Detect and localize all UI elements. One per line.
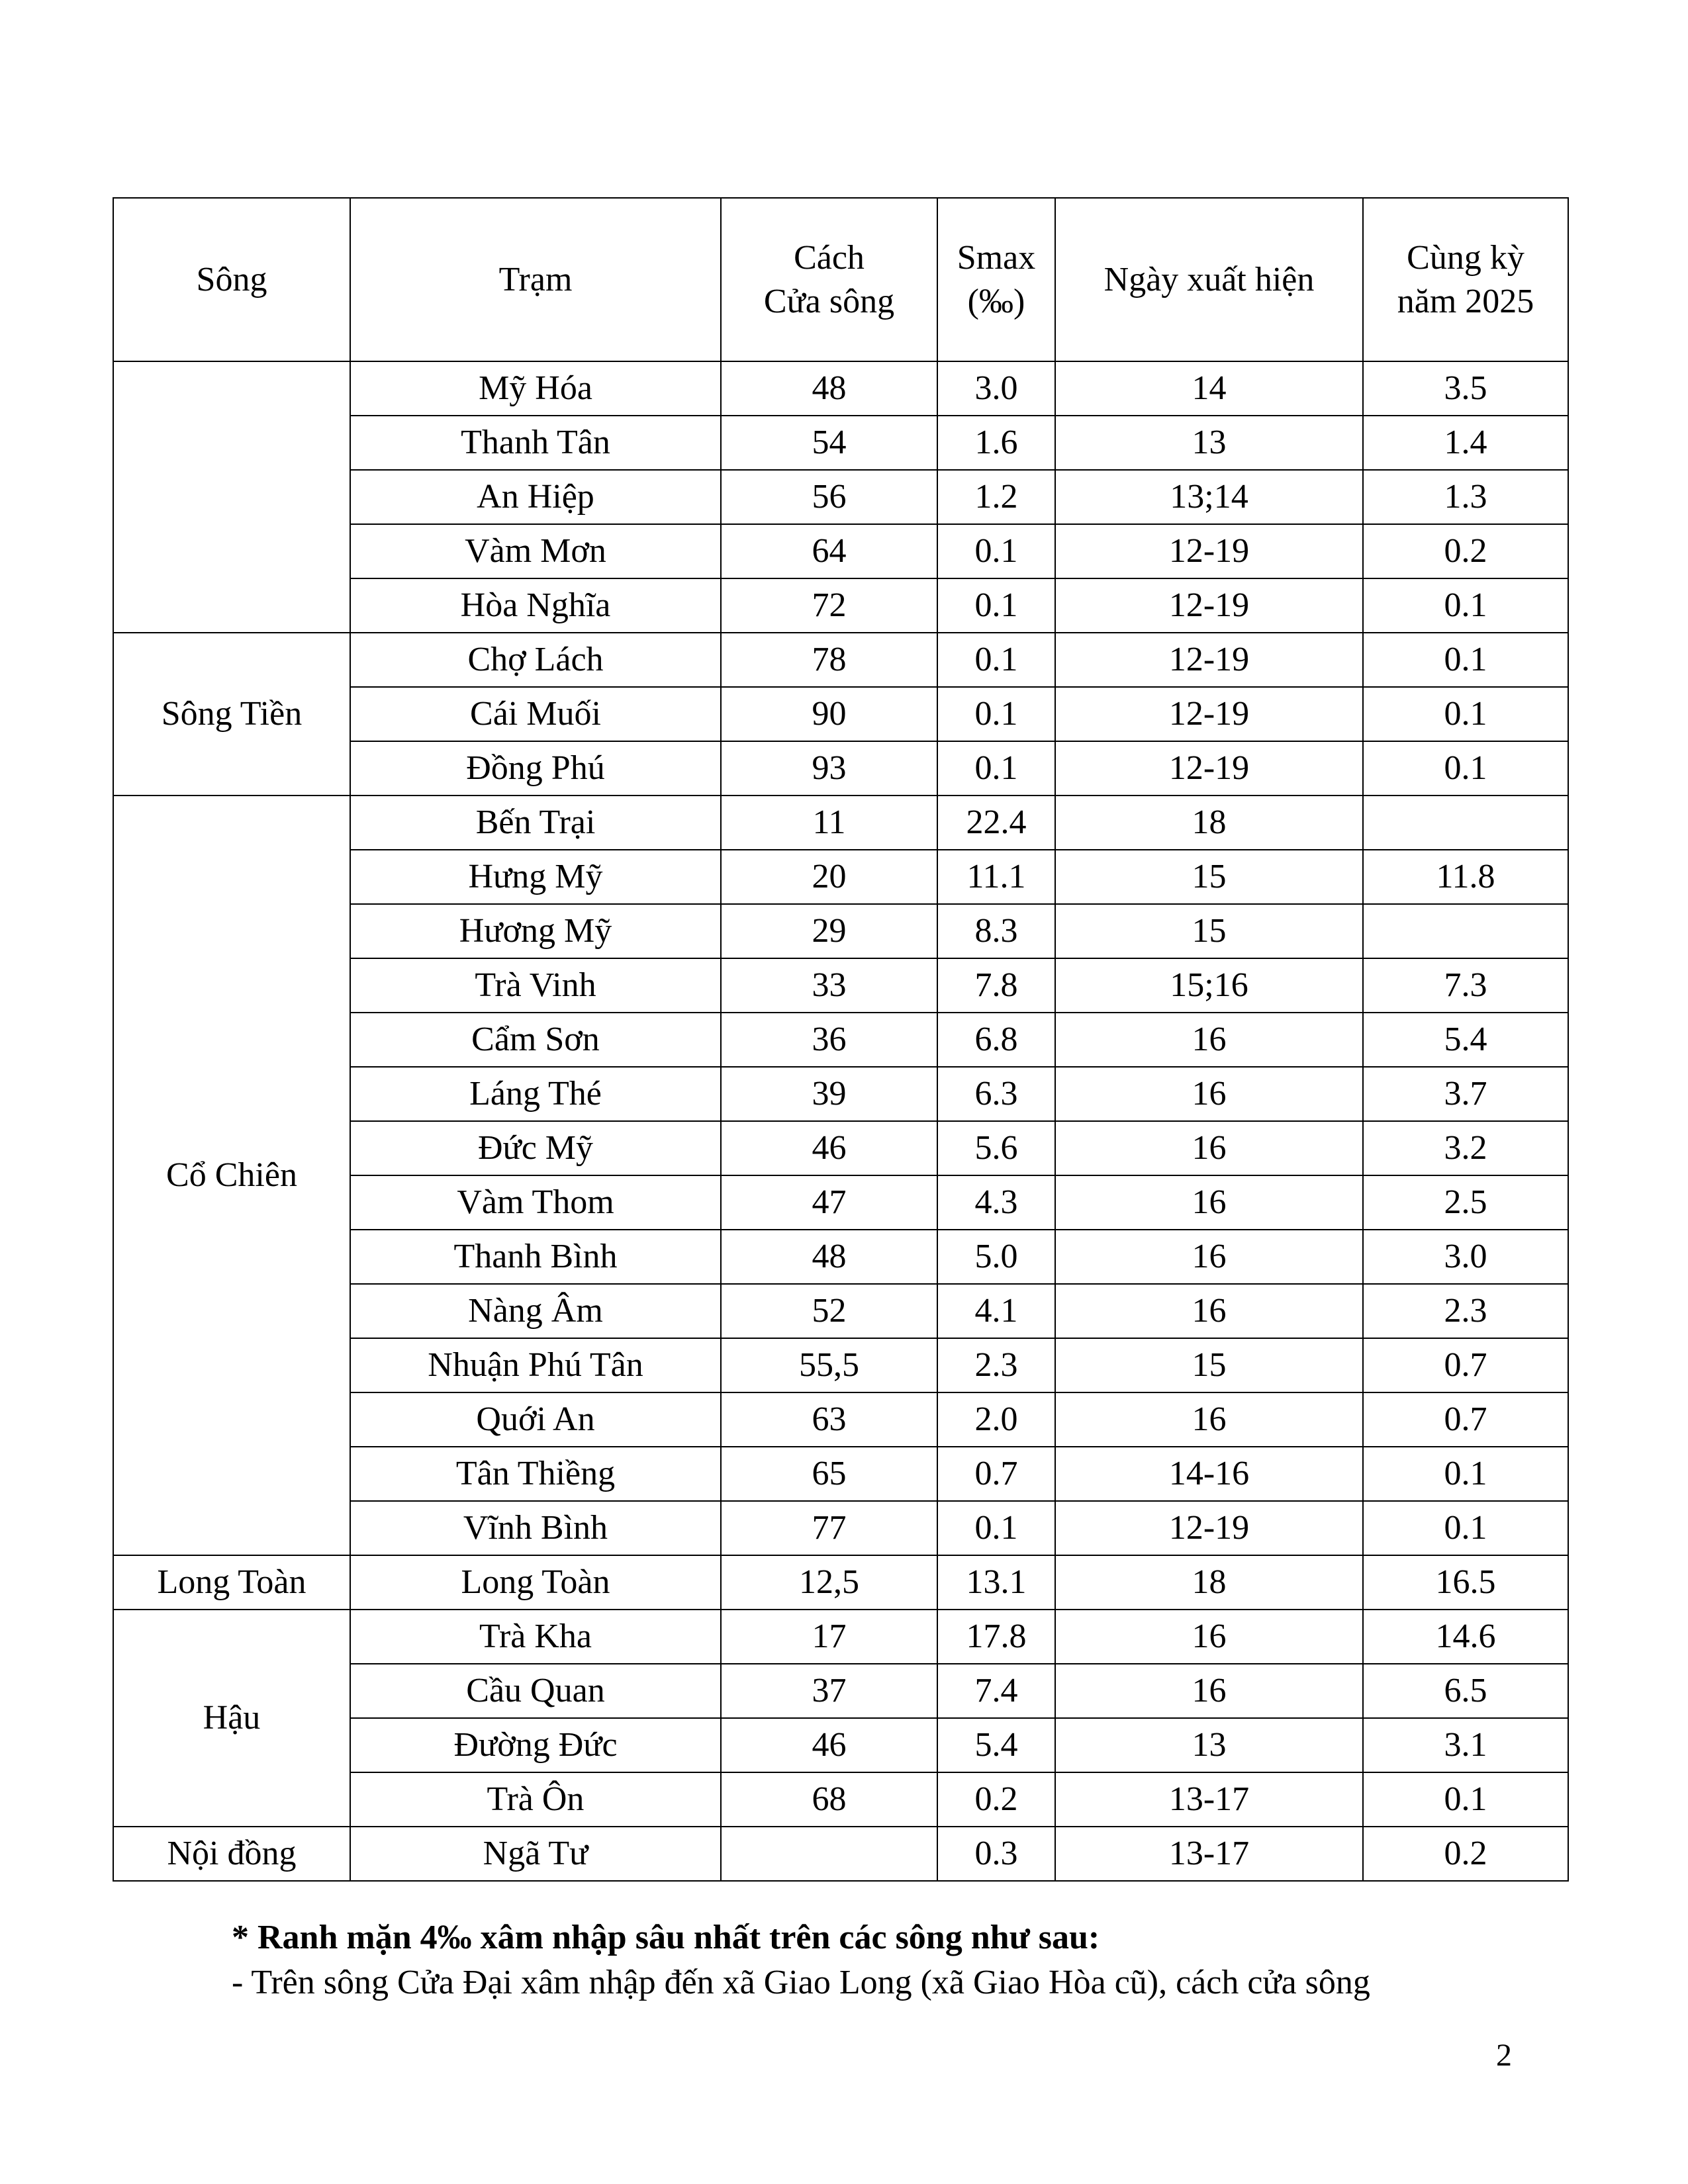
same-period-2025-cell: 0.2 [1363,524,1568,578]
station-cell: Ngã Tư [350,1827,721,1881]
station-cell: Nhuận Phú Tân [350,1338,721,1392]
same-period-2025-cell: 0.1 [1363,1772,1568,1827]
date-cell: 16 [1055,1121,1363,1175]
smax-cell: 6.3 [937,1067,1055,1121]
date-cell: 18 [1055,796,1363,850]
distance-cell: 11 [721,796,937,850]
header-distance: Cách Cửa sông [721,198,937,361]
station-cell: Cẩm Sơn [350,1013,721,1067]
notes-heading: * Ranh mặn 4‰ xâm nhập sâu nhất trên các sông như sau: [232,1919,1100,1956]
smax-cell: 4.3 [937,1175,1055,1230]
smax-cell: 1.6 [937,416,1055,470]
river-cell: Long Toàn [113,1555,350,1610]
station-cell: Long Toàn [350,1555,721,1610]
salinity-table [113,197,1569,1882]
date-cell: 12-19 [1055,578,1363,633]
date-cell: 16 [1055,1067,1363,1121]
distance-cell [721,1827,937,1881]
same-period-2025-cell: 3.1 [1363,1718,1568,1772]
date-cell: 16 [1055,1664,1363,1718]
station-cell: Chợ Lách [350,633,721,687]
date-cell: 15 [1055,904,1363,958]
header-river: Sông [113,198,350,361]
river-cell: Nội đồng [113,1827,350,1881]
date-cell: 12-19 [1055,687,1363,741]
date-cell: 13-17 [1055,1827,1363,1881]
header-smax: Smax (‰) [937,198,1055,361]
date-cell: 15;16 [1055,958,1363,1013]
same-period-2025-cell: 0.1 [1363,687,1568,741]
station-cell: Nàng Âm [350,1284,721,1338]
same-period-2025-cell: 0.1 [1363,1501,1568,1555]
same-period-2025-cell: 11.8 [1363,850,1568,904]
distance-cell: 90 [721,687,937,741]
smax-cell: 1.2 [937,470,1055,524]
station-cell: Cầu Quan [350,1664,721,1718]
station-cell: Mỹ Hóa [350,361,721,416]
same-period-2025-cell [1363,796,1568,850]
distance-cell: 36 [721,1013,937,1067]
smax-cell: 13.1 [937,1555,1055,1610]
smax-cell: 7.4 [937,1664,1055,1718]
distance-cell: 39 [721,1067,937,1121]
same-period-2025-cell [1363,904,1568,958]
smax-cell: 0.1 [937,633,1055,687]
station-cell: Đức Mỹ [350,1121,721,1175]
same-period-2025-cell: 16.5 [1363,1555,1568,1610]
header-same-period-2025: Cùng kỳ năm 2025 [1363,198,1568,361]
distance-cell: 48 [721,361,937,416]
same-period-2025-cell: 3.0 [1363,1230,1568,1284]
station-cell: An Hiệp [350,470,721,524]
same-period-2025-cell: 0.1 [1363,741,1568,796]
table-row [113,633,1568,687]
smax-cell: 8.3 [937,904,1055,958]
distance-cell: 52 [721,1284,937,1338]
same-period-2025-cell: 5.4 [1363,1013,1568,1067]
notes-line: - Trên sông Cửa Đại xâm nhập đến xã Giao Long (xã Giao Hòa cũ), cách cửa sông [232,1964,1370,2001]
smax-cell: 3.0 [937,361,1055,416]
station-cell: Tân Thiềng [350,1447,721,1501]
date-cell: 16 [1055,1230,1363,1284]
same-period-2025-cell: 0.2 [1363,1827,1568,1881]
smax-cell: 0.1 [937,687,1055,741]
distance-cell: 20 [721,850,937,904]
date-cell: 14-16 [1055,1447,1363,1501]
distance-cell: 65 [721,1447,937,1501]
date-cell: 16 [1055,1175,1363,1230]
distance-cell: 48 [721,1230,937,1284]
smax-cell: 0.7 [937,1447,1055,1501]
station-cell: Hưng Mỹ [350,850,721,904]
smax-cell: 11.1 [937,850,1055,904]
smax-cell: 2.3 [937,1338,1055,1392]
distance-cell: 72 [721,578,937,633]
distance-cell: 77 [721,1501,937,1555]
station-cell: Cái Muối [350,687,721,741]
date-cell: 15 [1055,850,1363,904]
same-period-2025-cell: 0.7 [1363,1392,1568,1447]
distance-cell: 46 [721,1121,937,1175]
smax-cell: 0.1 [937,741,1055,796]
date-cell: 14 [1055,361,1363,416]
table-row [113,1555,1568,1610]
date-cell: 12-19 [1055,1501,1363,1555]
distance-cell: 17 [721,1610,937,1664]
page-number: 2 [1496,2038,1512,2073]
date-cell: 12-19 [1055,741,1363,796]
station-cell: Láng Thé [350,1067,721,1121]
river-cell: Hậu [113,1610,350,1827]
same-period-2025-cell: 3.7 [1363,1067,1568,1121]
smax-cell: 2.0 [937,1392,1055,1447]
date-cell: 13;14 [1055,470,1363,524]
station-cell: Vàm Mơn [350,524,721,578]
station-cell: Đồng Phú [350,741,721,796]
date-cell: 13 [1055,416,1363,470]
distance-cell: 12,5 [721,1555,937,1610]
header-station: Trạm [350,198,721,361]
smax-cell: 7.8 [937,958,1055,1013]
smax-cell: 5.0 [937,1230,1055,1284]
same-period-2025-cell: 0.1 [1363,633,1568,687]
river-cell: Sông Tiền [113,633,350,796]
same-period-2025-cell: 0.1 [1363,578,1568,633]
same-period-2025-cell: 7.3 [1363,958,1568,1013]
date-cell: 18 [1055,1555,1363,1610]
distance-cell: 55,5 [721,1338,937,1392]
distance-cell: 29 [721,904,937,958]
date-cell: 15 [1055,1338,1363,1392]
smax-cell: 0.1 [937,524,1055,578]
same-period-2025-cell: 3.2 [1363,1121,1568,1175]
station-cell: Bến Trại [350,796,721,850]
distance-cell: 56 [721,470,937,524]
distance-cell: 33 [721,958,937,1013]
station-cell: Thanh Bình [350,1230,721,1284]
same-period-2025-cell: 1.4 [1363,416,1568,470]
distance-cell: 64 [721,524,937,578]
date-cell: 16 [1055,1013,1363,1067]
distance-cell: 78 [721,633,937,687]
smax-cell: 0.2 [937,1772,1055,1827]
smax-cell: 22.4 [937,796,1055,850]
table-row [113,361,1568,416]
same-period-2025-cell: 2.5 [1363,1175,1568,1230]
table-header-row [113,198,1568,361]
station-cell: Thanh Tân [350,416,721,470]
smax-cell: 0.3 [937,1827,1055,1881]
river-cell: Cổ Chiên [113,796,350,1555]
distance-cell: 93 [721,741,937,796]
date-cell: 16 [1055,1392,1363,1447]
station-cell: Hòa Nghĩa [350,578,721,633]
same-period-2025-cell: 3.5 [1363,361,1568,416]
same-period-2025-cell: 14.6 [1363,1610,1568,1664]
station-cell: Trà Kha [350,1610,721,1664]
distance-cell: 47 [721,1175,937,1230]
station-cell: Đường Đức [350,1718,721,1772]
smax-cell: 0.1 [937,1501,1055,1555]
river-cell [113,361,350,633]
smax-cell: 17.8 [937,1610,1055,1664]
distance-cell: 68 [721,1772,937,1827]
same-period-2025-cell: 6.5 [1363,1664,1568,1718]
station-cell: Quới An [350,1392,721,1447]
date-cell: 12-19 [1055,524,1363,578]
header-date: Ngày xuất hiện [1055,198,1363,361]
station-cell: Trà Ôn [350,1772,721,1827]
table-row [113,1827,1568,1881]
distance-cell: 37 [721,1664,937,1718]
same-period-2025-cell: 0.1 [1363,1447,1568,1501]
same-period-2025-cell: 0.7 [1363,1338,1568,1392]
table-row [113,1610,1568,1664]
distance-cell: 63 [721,1392,937,1447]
same-period-2025-cell: 1.3 [1363,470,1568,524]
station-cell: Trà Vinh [350,958,721,1013]
station-cell: Vàm Thom [350,1175,721,1230]
station-cell: Vĩnh Bình [350,1501,721,1555]
smax-cell: 5.6 [937,1121,1055,1175]
date-cell: 16 [1055,1610,1363,1664]
date-cell: 13 [1055,1718,1363,1772]
smax-cell: 6.8 [937,1013,1055,1067]
date-cell: 12-19 [1055,633,1363,687]
station-cell: Hương Mỹ [350,904,721,958]
distance-cell: 46 [721,1718,937,1772]
distance-cell: 54 [721,416,937,470]
smax-cell: 5.4 [937,1718,1055,1772]
table-row [113,796,1568,850]
date-cell: 13-17 [1055,1772,1363,1827]
table-body [113,361,1568,1881]
smax-cell: 4.1 [937,1284,1055,1338]
same-period-2025-cell: 2.3 [1363,1284,1568,1338]
smax-cell: 0.1 [937,578,1055,633]
date-cell: 16 [1055,1284,1363,1338]
